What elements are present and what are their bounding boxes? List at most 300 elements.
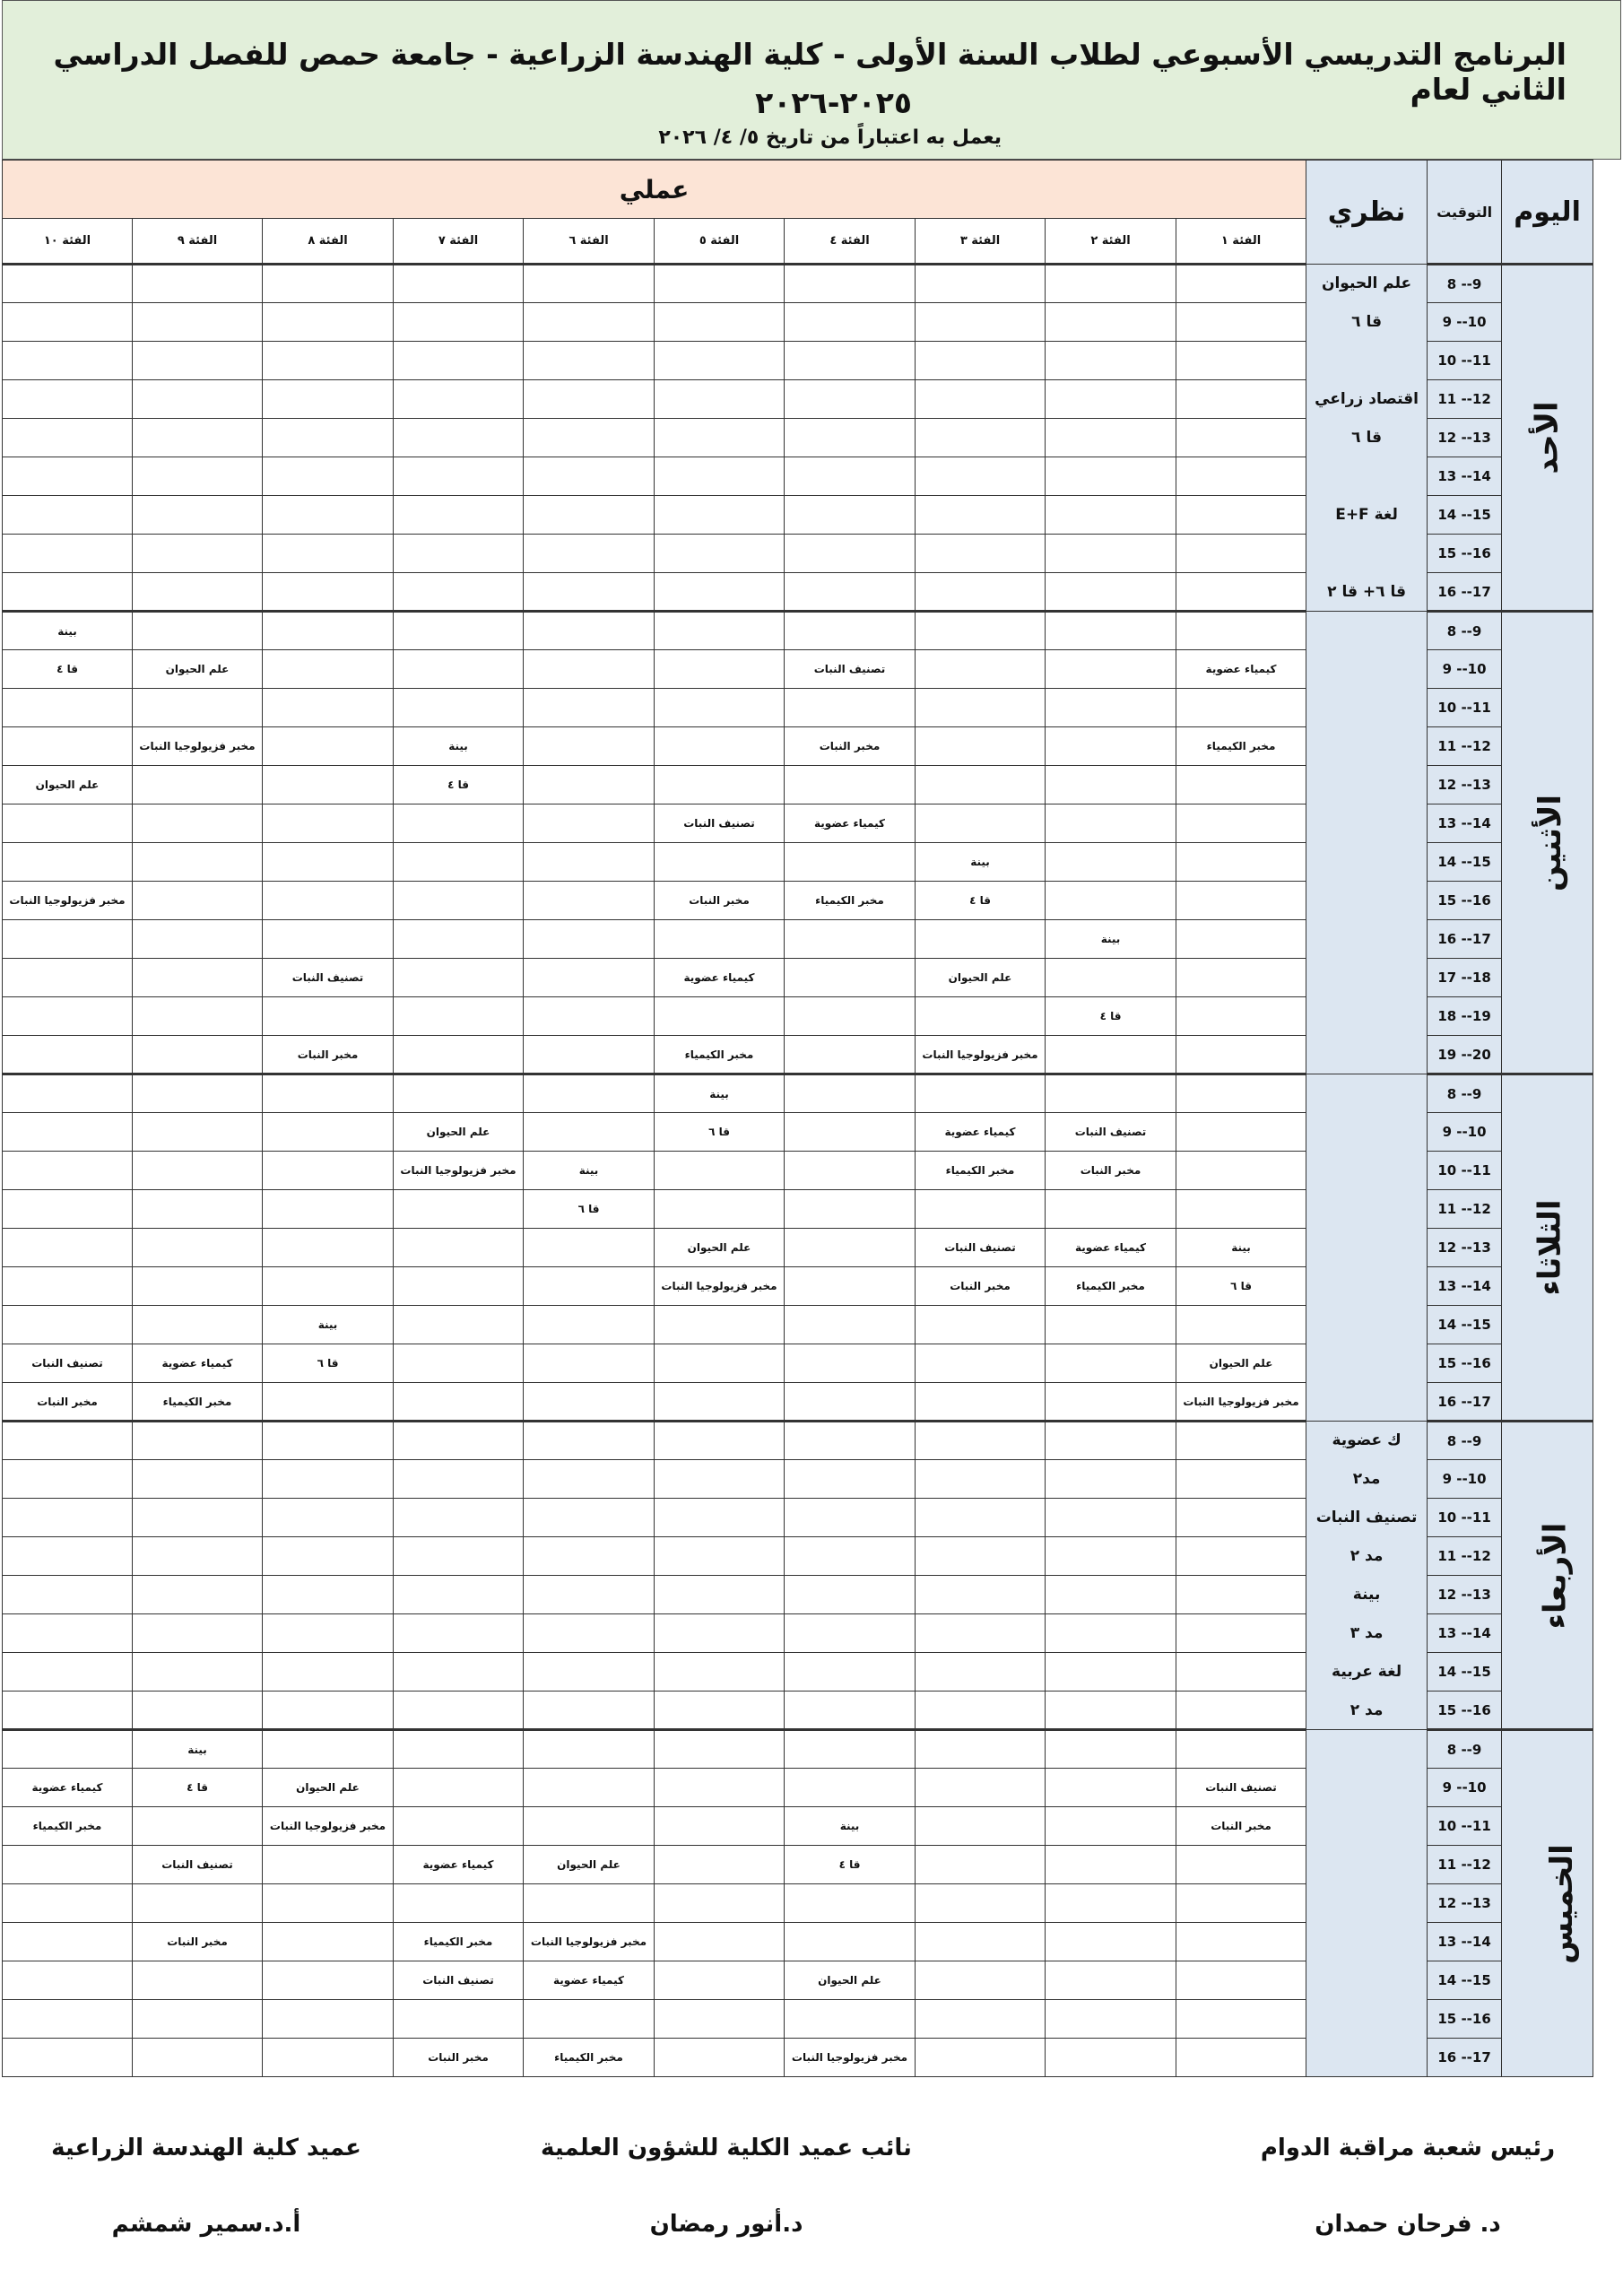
practical-cell xyxy=(394,804,524,843)
practical-cell xyxy=(524,1229,655,1267)
practical-cell xyxy=(655,843,785,882)
table-row xyxy=(3,1653,1593,1692)
table-row xyxy=(3,1229,1593,1267)
signature-right-title: رئيس شعبة مراقبة الدوام xyxy=(1260,2135,1556,2161)
practical-cell xyxy=(394,612,524,650)
practical-cell xyxy=(1046,1884,1176,1923)
practical-cell xyxy=(1046,804,1176,843)
practical-cell: مخبر فزيولوجيا النبات xyxy=(394,1152,524,1190)
time-cell: 9 --10 xyxy=(1428,650,1502,689)
practical-cell xyxy=(524,650,655,689)
practical-cell xyxy=(916,535,1046,573)
practical-cell xyxy=(1046,342,1176,380)
practical-cell xyxy=(3,419,133,457)
practical-cell xyxy=(394,342,524,380)
practical-cell: تصنيف النبات xyxy=(785,650,916,689)
table-row xyxy=(3,997,1593,1036)
table-row xyxy=(3,1884,1593,1923)
theory-cell xyxy=(1306,2039,1428,2077)
time-cell: 16 --17 xyxy=(1428,920,1502,959)
theory-cell xyxy=(1306,1846,1428,1884)
theory-cell xyxy=(1306,1074,1428,1113)
practical-cell: كيمياء عضوية xyxy=(916,1113,1046,1152)
theory-cell: قا ٦ xyxy=(1306,419,1428,457)
practical-cell: مخبر الكيمياء xyxy=(394,1923,524,1961)
practical-cell xyxy=(3,535,133,573)
theory-cell xyxy=(1306,2000,1428,2039)
theory-cell xyxy=(1306,727,1428,766)
practical-cell xyxy=(3,1692,133,1730)
practical-cell xyxy=(524,766,655,804)
practical-cell xyxy=(524,1576,655,1614)
practical-cell xyxy=(133,265,263,303)
practical-cell xyxy=(263,1499,394,1537)
practical-cell xyxy=(263,1422,394,1460)
day-name: الخميس xyxy=(1543,1843,1580,1964)
practical-cell xyxy=(263,2000,394,2039)
table-row xyxy=(3,1499,1593,1537)
practical-cell xyxy=(133,1576,263,1614)
table-row xyxy=(3,959,1593,997)
practical-cell xyxy=(524,265,655,303)
practical-cell xyxy=(3,727,133,766)
practical-cell: قا ٦ xyxy=(1176,1267,1306,1306)
practical-header: عملي xyxy=(3,161,1306,219)
practical-cell xyxy=(785,1769,916,1807)
practical-cell: مخبر الكيمياء xyxy=(1046,1267,1176,1306)
practical-cell: كيمياء عضوية xyxy=(524,1961,655,2000)
practical-cell xyxy=(916,1614,1046,1653)
group-header: الفئة ٧ xyxy=(394,219,524,265)
practical-cell xyxy=(3,689,133,727)
practical-cell xyxy=(133,380,263,419)
theory-cell: لغة E+F xyxy=(1306,496,1428,535)
day-name: الأحد xyxy=(1529,401,1566,474)
time-cell: 16 --17 xyxy=(1428,573,1502,612)
practical-cell xyxy=(394,1692,524,1730)
practical-cell xyxy=(916,1537,1046,1576)
practical-cell xyxy=(524,920,655,959)
theory-cell xyxy=(1306,1267,1428,1306)
practical-cell xyxy=(785,303,916,342)
group-header: الفئة ٩ xyxy=(133,219,263,265)
theory-cell xyxy=(1306,1036,1428,1074)
practical-cell xyxy=(785,496,916,535)
practical-cell xyxy=(916,766,1046,804)
time-cell: 19 --20 xyxy=(1428,1036,1502,1074)
practical-cell xyxy=(655,1923,785,1961)
practical-cell: علم الحيوان xyxy=(916,959,1046,997)
practical-cell xyxy=(263,1113,394,1152)
practical-cell xyxy=(1176,2000,1306,2039)
practical-cell xyxy=(3,804,133,843)
practical-cell xyxy=(916,1923,1046,1961)
practical-cell xyxy=(916,1190,1046,1229)
practical-cell: علم الحيوان xyxy=(133,650,263,689)
signature-center-title: نائب عميد الكلية للشؤون العلمية xyxy=(541,2135,912,2161)
practical-cell xyxy=(916,1344,1046,1383)
practical-cell xyxy=(263,1961,394,2000)
practical-cell xyxy=(785,1152,916,1190)
practical-cell: علم الحيوان xyxy=(263,1769,394,1807)
practical-cell xyxy=(394,1383,524,1422)
practical-cell xyxy=(785,1884,916,1923)
day-name-cell xyxy=(1502,1422,1593,1730)
theory-cell: مد٢ xyxy=(1306,1460,1428,1499)
practical-cell xyxy=(3,1113,133,1152)
practical-cell xyxy=(524,1306,655,1344)
table-row xyxy=(3,1036,1593,1074)
practical-cell xyxy=(524,1460,655,1499)
practical-cell xyxy=(1176,1074,1306,1113)
practical-cell xyxy=(1176,535,1306,573)
group-header: الفئة ١٠ xyxy=(3,219,133,265)
time-cell: 10 --11 xyxy=(1428,1152,1502,1190)
practical-cell xyxy=(3,303,133,342)
time-cell: 14 --15 xyxy=(1428,1653,1502,1692)
practical-cell xyxy=(1046,612,1176,650)
practical-cell xyxy=(3,496,133,535)
practical-cell: مخبر الكيمياء xyxy=(916,1152,1046,1190)
practical-cell xyxy=(1046,1306,1176,1344)
time-cell: 8 --9 xyxy=(1428,265,1502,303)
practical-cell xyxy=(655,997,785,1036)
practical-cell xyxy=(1046,959,1176,997)
day-name-cell xyxy=(1502,265,1593,612)
practical-cell xyxy=(394,920,524,959)
practical-cell xyxy=(3,959,133,997)
theory-cell xyxy=(1306,843,1428,882)
theory-cell xyxy=(1306,997,1428,1036)
time-cell: 10 --11 xyxy=(1428,689,1502,727)
time-cell: 13 --14 xyxy=(1428,1267,1502,1306)
practical-cell xyxy=(1046,303,1176,342)
practical-cell xyxy=(394,959,524,997)
theory-cell xyxy=(1306,1306,1428,1344)
practical-cell xyxy=(655,1576,785,1614)
practical-cell: علم الحيوان xyxy=(524,1846,655,1884)
table-row xyxy=(3,804,1593,843)
practical-cell xyxy=(133,920,263,959)
practical-cell xyxy=(916,1846,1046,1884)
practical-cell xyxy=(263,303,394,342)
practical-cell xyxy=(1176,419,1306,457)
practical-cell xyxy=(524,1499,655,1537)
practical-cell xyxy=(655,1769,785,1807)
practical-cell xyxy=(3,1730,133,1769)
practical-cell: بينة xyxy=(1046,920,1176,959)
practical-cell: قا ٤ xyxy=(133,1769,263,1807)
practical-cell xyxy=(655,1306,785,1344)
time-cell: 11 --12 xyxy=(1428,1846,1502,1884)
theory-cell xyxy=(1306,1923,1428,1961)
practical-cell xyxy=(394,1267,524,1306)
practical-cell xyxy=(394,1653,524,1692)
practical-cell xyxy=(394,2000,524,2039)
practical-cell xyxy=(1176,265,1306,303)
table-row xyxy=(3,1383,1593,1422)
practical-cell xyxy=(1176,1460,1306,1499)
time-cell: 11 --12 xyxy=(1428,1190,1502,1229)
theory-cell xyxy=(1306,689,1428,727)
practical-cell xyxy=(394,650,524,689)
practical-cell xyxy=(916,1769,1046,1807)
practical-cell xyxy=(133,843,263,882)
table-row xyxy=(3,1422,1593,1460)
practical-cell xyxy=(524,1614,655,1653)
practical-cell xyxy=(394,265,524,303)
table-row xyxy=(3,1113,1593,1152)
practical-cell xyxy=(1046,1807,1176,1846)
time-cell: 11 --12 xyxy=(1428,727,1502,766)
day-name-cell xyxy=(1502,1730,1593,2077)
practical-cell xyxy=(263,727,394,766)
theory-cell xyxy=(1306,1769,1428,1807)
practical-cell xyxy=(394,1769,524,1807)
table-row xyxy=(3,2000,1593,2039)
practical-cell xyxy=(524,689,655,727)
practical-cell xyxy=(785,1344,916,1383)
practical-cell xyxy=(785,1692,916,1730)
practical-cell xyxy=(785,1383,916,1422)
practical-cell: مخبر النبات xyxy=(916,1267,1046,1306)
practical-cell xyxy=(1176,997,1306,1036)
practical-cell xyxy=(785,1074,916,1113)
table-row xyxy=(3,1576,1593,1614)
group-header: الفئة ٣ xyxy=(916,219,1046,265)
practical-cell xyxy=(916,612,1046,650)
practical-cell xyxy=(133,997,263,1036)
group-header: الفئة ٢ xyxy=(1046,219,1176,265)
time-cell: 12 --13 xyxy=(1428,1884,1502,1923)
practical-cell xyxy=(263,1692,394,1730)
practical-cell xyxy=(655,380,785,419)
table-row xyxy=(3,1306,1593,1344)
practical-cell xyxy=(1176,496,1306,535)
practical-cell xyxy=(655,1807,785,1846)
practical-cell xyxy=(394,997,524,1036)
table-row xyxy=(3,1267,1593,1306)
practical-cell xyxy=(1046,2000,1176,2039)
practical-cell xyxy=(1046,1923,1176,1961)
practical-cell xyxy=(785,1653,916,1692)
practical-cell xyxy=(524,303,655,342)
practical-cell xyxy=(524,1769,655,1807)
time-cell: 16 --17 xyxy=(1428,1383,1502,1422)
practical-cell xyxy=(1176,1422,1306,1460)
practical-cell xyxy=(1176,380,1306,419)
title-line-3: يعمل به اعتباراً من تاريخ ٥/ ٤/ ٢٠٢٦ xyxy=(658,126,1002,149)
practical-cell xyxy=(1176,1692,1306,1730)
practical-cell xyxy=(655,303,785,342)
practical-cell xyxy=(394,1576,524,1614)
practical-cell xyxy=(263,265,394,303)
practical-cell: بينة xyxy=(785,1807,916,1846)
time-cell: 9 --10 xyxy=(1428,1113,1502,1152)
practical-cell xyxy=(655,573,785,612)
practical-cell xyxy=(133,1460,263,1499)
schedule-table xyxy=(2,160,1593,2077)
practical-cell xyxy=(524,342,655,380)
practical-cell xyxy=(785,1537,916,1576)
practical-cell xyxy=(916,1807,1046,1846)
practical-cell xyxy=(916,804,1046,843)
practical-cell xyxy=(3,1576,133,1614)
practical-cell xyxy=(3,1884,133,1923)
time-cell: 8 --9 xyxy=(1428,1730,1502,1769)
table-row xyxy=(3,303,1593,342)
practical-cell xyxy=(785,920,916,959)
practical-cell xyxy=(133,1113,263,1152)
practical-cell xyxy=(1176,573,1306,612)
table-row xyxy=(3,496,1593,535)
practical-cell xyxy=(263,804,394,843)
theory-cell xyxy=(1306,1152,1428,1190)
practical-cell xyxy=(3,1614,133,1653)
practical-cell xyxy=(1176,1499,1306,1537)
time-cell: 9 --10 xyxy=(1428,303,1502,342)
practical-cell xyxy=(3,1961,133,2000)
practical-cell: علم الحيوان xyxy=(655,1229,785,1267)
practical-cell xyxy=(655,920,785,959)
practical-cell xyxy=(1046,1961,1176,2000)
practical-cell: مخبر الكيمياء xyxy=(524,2039,655,2077)
time-cell: 13 --14 xyxy=(1428,457,1502,496)
practical-cell: كيمياء عضوية xyxy=(655,959,785,997)
practical-cell xyxy=(524,1383,655,1422)
practical-cell xyxy=(263,573,394,612)
practical-cell xyxy=(133,1190,263,1229)
practical-cell xyxy=(655,1884,785,1923)
practical-cell xyxy=(655,1344,785,1383)
practical-cell xyxy=(133,303,263,342)
practical-cell xyxy=(1046,1614,1176,1653)
practical-cell: مخبر فزيولوجيا النبات xyxy=(263,1807,394,1846)
practical-cell xyxy=(524,573,655,612)
practical-cell: مخبر النبات xyxy=(785,727,916,766)
practical-cell xyxy=(916,1576,1046,1614)
practical-cell xyxy=(263,1383,394,1422)
practical-cell: بينة xyxy=(394,727,524,766)
theory-cell xyxy=(1306,882,1428,920)
day-header: اليوم xyxy=(1502,161,1593,265)
practical-cell xyxy=(133,1422,263,1460)
time-cell: 14 --15 xyxy=(1428,496,1502,535)
practical-cell xyxy=(1046,1653,1176,1692)
time-cell: 15 --16 xyxy=(1428,535,1502,573)
practical-cell: كيمياء عضوية xyxy=(1176,650,1306,689)
practical-cell xyxy=(524,882,655,920)
practical-cell xyxy=(524,496,655,535)
practical-cell xyxy=(785,843,916,882)
practical-cell xyxy=(785,1113,916,1152)
practical-cell xyxy=(394,419,524,457)
practical-cell xyxy=(1046,1344,1176,1383)
time-cell: 15 --16 xyxy=(1428,882,1502,920)
practical-cell xyxy=(785,2000,916,2039)
practical-cell xyxy=(1046,1036,1176,1074)
practical-cell xyxy=(133,1306,263,1344)
practical-cell xyxy=(1046,265,1176,303)
theory-cell: مد ٢ xyxy=(1306,1537,1428,1576)
practical-cell xyxy=(394,1229,524,1267)
practical-cell xyxy=(133,1653,263,1692)
practical-cell xyxy=(394,1884,524,1923)
table-row xyxy=(3,1769,1593,1807)
practical-cell xyxy=(1046,573,1176,612)
theory-cell xyxy=(1306,920,1428,959)
practical-cell xyxy=(524,843,655,882)
practical-cell xyxy=(655,342,785,380)
practical-cell: مخبر النبات xyxy=(655,882,785,920)
practical-cell xyxy=(3,1229,133,1267)
practical-cell xyxy=(524,1692,655,1730)
practical-cell xyxy=(1046,1499,1176,1537)
practical-cell xyxy=(785,1730,916,1769)
practical-cell xyxy=(394,1190,524,1229)
practical-cell xyxy=(394,303,524,342)
practical-cell xyxy=(1176,1306,1306,1344)
time-cell: 18 --19 xyxy=(1428,997,1502,1036)
practical-cell xyxy=(133,535,263,573)
practical-cell xyxy=(133,419,263,457)
practical-cell xyxy=(263,1730,394,1769)
practical-cell xyxy=(524,612,655,650)
theory-cell xyxy=(1306,535,1428,573)
group-header: الفئة ٨ xyxy=(263,219,394,265)
practical-cell xyxy=(785,1923,916,1961)
practical-cell xyxy=(1176,1036,1306,1074)
day-name-cell xyxy=(1502,612,1593,1074)
table-row xyxy=(3,1152,1593,1190)
practical-cell xyxy=(133,1152,263,1190)
practical-cell: مخبر الكيمياء xyxy=(1176,727,1306,766)
practical-cell xyxy=(3,1923,133,1961)
theory-cell: قا ٦+ قا ٢ xyxy=(1306,573,1428,612)
practical-cell xyxy=(655,2039,785,2077)
practical-cell xyxy=(524,2000,655,2039)
practical-cell xyxy=(394,573,524,612)
table-row xyxy=(3,1344,1593,1383)
time-cell: 10 --11 xyxy=(1428,1499,1502,1537)
practical-cell: مخبر الكيمياء xyxy=(133,1383,263,1422)
theory-cell: علم الحيوان xyxy=(1306,265,1428,303)
theory-cell xyxy=(1306,1113,1428,1152)
table-row xyxy=(3,612,1593,650)
practical-cell xyxy=(1046,727,1176,766)
time-cell: 10 --11 xyxy=(1428,342,1502,380)
practical-cell xyxy=(3,1422,133,1460)
practical-cell: كيمياء عضوية xyxy=(785,804,916,843)
theory-cell: ك عضوية xyxy=(1306,1422,1428,1460)
practical-cell xyxy=(524,1422,655,1460)
practical-cell xyxy=(916,496,1046,535)
practical-cell xyxy=(655,496,785,535)
practical-cell xyxy=(785,535,916,573)
theory-cell xyxy=(1306,1884,1428,1923)
practical-cell xyxy=(916,1653,1046,1692)
title-line-2: ٢٠٢٥-٢٠٢٦ xyxy=(755,85,912,120)
practical-cell xyxy=(916,920,1046,959)
practical-cell xyxy=(524,1807,655,1846)
table-row xyxy=(3,1190,1593,1229)
practical-cell xyxy=(133,1036,263,1074)
theory-cell xyxy=(1306,766,1428,804)
practical-cell: مخبر النبات xyxy=(3,1383,133,1422)
practical-cell xyxy=(3,1846,133,1884)
theory-cell xyxy=(1306,612,1428,650)
practical-cell xyxy=(394,1344,524,1383)
